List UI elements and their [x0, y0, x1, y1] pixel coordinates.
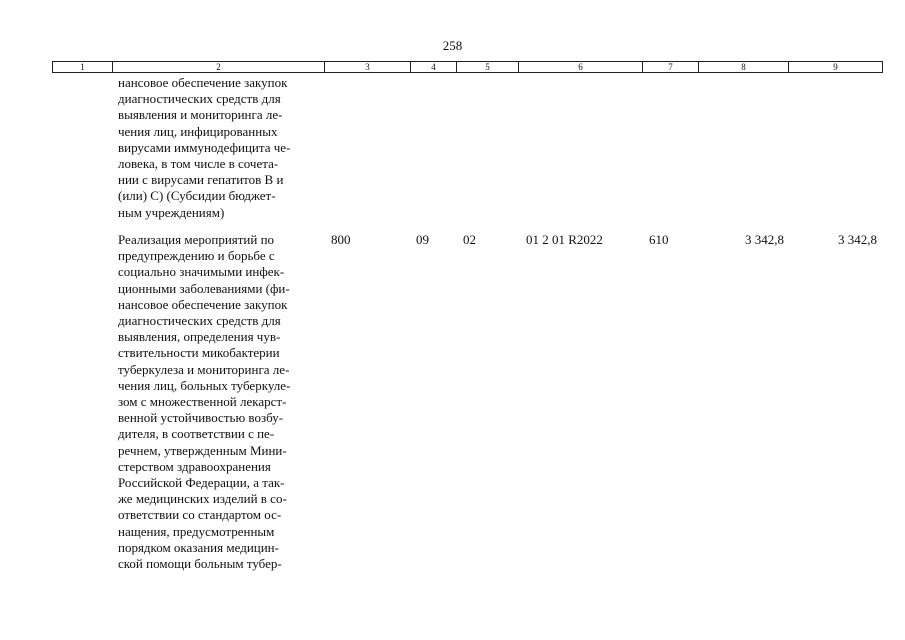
- description-line: нии с вирусами гепатитов В и: [118, 172, 284, 188]
- header-col-5: 5: [457, 62, 519, 73]
- description-line: нансовое обеспечение закупок: [118, 296, 288, 312]
- row-2-col-7-expense-type: 610: [649, 232, 669, 247]
- description-line: порядком оказания медицин-: [118, 539, 279, 555]
- row-1-description: [118, 75, 323, 221]
- header-col-9: 9: [789, 62, 883, 73]
- header-col-1: 1: [53, 62, 113, 73]
- description-line: социально значимыми инфек-: [118, 264, 285, 280]
- description-line: стерством здравоохранения: [118, 458, 271, 474]
- header-col-8: 8: [699, 62, 789, 73]
- header-col-4: 4: [411, 62, 457, 73]
- description-line: диагностических средств для: [118, 313, 281, 329]
- column-number-header: [52, 61, 883, 73]
- page-number: 258: [442, 38, 463, 53]
- header-col-6: 6: [519, 62, 643, 73]
- row-2-col-6-target-article: 01 2 01 R2022: [526, 232, 603, 247]
- description-line: Реализация мероприятий по: [118, 232, 275, 247]
- description-line: вирусами иммунодефицита че-: [118, 139, 291, 155]
- description-line: диагностических средств для: [118, 91, 281, 107]
- description-line: ловека, в том числе в сочета-: [118, 156, 279, 172]
- description-line: ствительности микобактерии: [118, 345, 280, 361]
- description-line: ской помощи больным тубер-: [118, 556, 282, 572]
- description-line: ответствии со стандартом ос-: [118, 507, 282, 523]
- row-2-description: [118, 232, 323, 572]
- description-line: нансовое обеспечение закупок: [118, 75, 288, 90]
- description-line: туберкулеза и мониторинга ле-: [118, 361, 290, 377]
- description-line: выявления и мониторинга ле-: [118, 107, 283, 123]
- row-2-col-4-section: 09: [416, 232, 429, 247]
- description-line: речнем, утвержденным Мини-: [118, 442, 287, 458]
- description-line: же медицинских изделий в со-: [118, 491, 287, 507]
- row-2-col-3-code: 800: [331, 232, 351, 247]
- description-line: чения лиц, инфицированных: [118, 123, 278, 139]
- description-line: ционными заболеваниями (фи-: [118, 280, 290, 296]
- description-line: выявления, определения чув-: [118, 329, 281, 345]
- description-line: (или) С) (Субсидии бюджет-: [118, 188, 276, 204]
- description-line: зом с множественной лекарст-: [118, 394, 287, 410]
- description-line: ным учреждениям): [118, 204, 225, 220]
- header-col-3: 3: [325, 62, 411, 73]
- row-2-col-5-subsection: 02: [463, 232, 476, 247]
- description-line: венной устойчивостью возбу-: [118, 410, 284, 426]
- row-2-col-9-amount: 3 342,8: [838, 232, 877, 247]
- description-line: Российской Федерации, а так-: [118, 475, 285, 491]
- description-line: нащения, предусмотренным: [118, 523, 275, 539]
- row-2-col-8-amount: 3 342,8: [745, 232, 784, 247]
- description-line: предупреждению и борьбе с: [118, 248, 275, 264]
- header-col-2: 2: [113, 62, 325, 73]
- description-line: дителя, в соответствии с пе-: [118, 426, 275, 442]
- header-col-7: 7: [643, 62, 699, 73]
- description-line: чения лиц, больных туберкуле-: [118, 377, 291, 393]
